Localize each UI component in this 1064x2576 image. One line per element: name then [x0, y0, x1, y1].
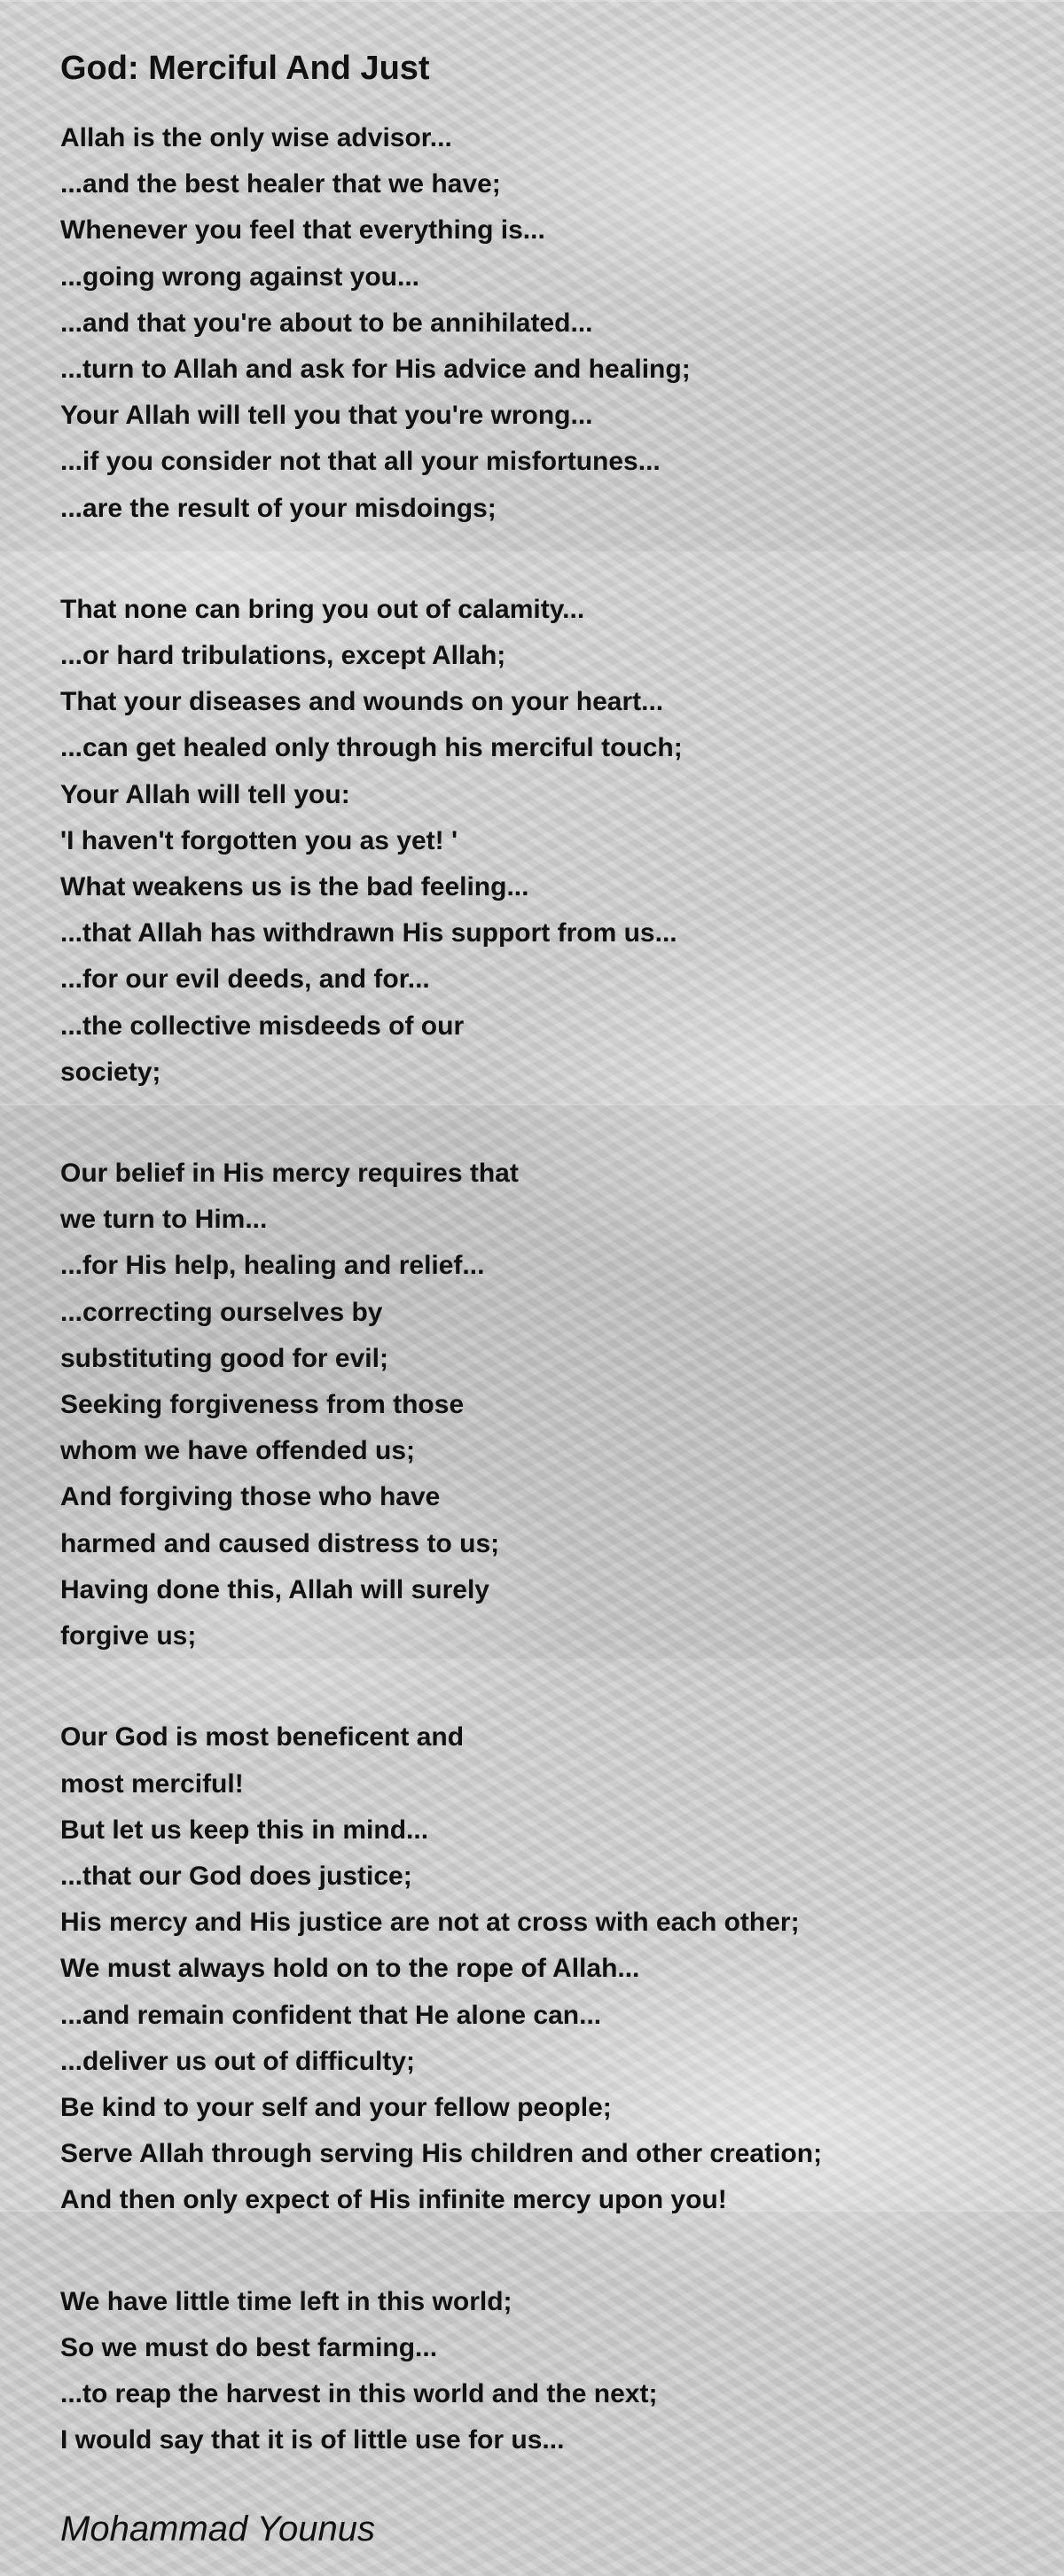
poem-line: ...and remain confident that He alone can... [60, 2000, 602, 2030]
poem-line: Our God is most beneficent and [60, 1722, 465, 1752]
poem-line: whom we have offended us; [60, 1436, 416, 1466]
poem-line: ...correcting ourselves by [60, 1297, 383, 1327]
poem-line: Your Allah will tell you that you're wrong... [60, 401, 593, 431]
poem-body [60, 115, 1064, 2463]
poem-line: I would say that it is of little use for us... [60, 2425, 565, 2455]
poem-line: And then only expect of His infinite mercy upon you! [60, 2185, 727, 2215]
poem-line: ...and the best healer that we have; [60, 169, 501, 199]
poem-line: Our belief in His mercy requires that [60, 1159, 519, 1189]
poem-line: Serve Allah through serving His children and other creation; [60, 2139, 823, 2169]
poem-line: most merciful! [60, 1768, 244, 1799]
poem-title: God: Merciful And Just [60, 50, 430, 87]
poem-line: Seeking forgiveness from those [60, 1390, 465, 1420]
poem-line: ...for His help, healing and relief... [60, 1251, 485, 1281]
poem-line: substituting good for evil; [60, 1343, 388, 1373]
poem-line: ...the collective misdeeds of our [60, 1011, 465, 1041]
poem-line: And forgiving those who have [60, 1482, 441, 1512]
poem-stanza [60, 1714, 1064, 2223]
poem-line: ...can get healed only through his merciful touch; [60, 733, 683, 763]
poem-line: ...turn to Allah and ask for His advice and healing; [60, 355, 691, 385]
poem-line: forgive us; [60, 1621, 197, 1651]
poem-line: Allah is the only wise advisor... [60, 123, 452, 152]
poem-stanza [60, 2279, 1064, 2464]
poem-line: ...deliver us out of difficulty; [60, 2046, 416, 2076]
poem-line: society; [60, 1057, 161, 1087]
poem-stanza [60, 1151, 1064, 1659]
poem-line: ...and that you're about to be annihilated... [60, 308, 593, 338]
poem-line: ...that our God does justice; [60, 1861, 412, 1891]
poem-line: His mercy and His justice are not at cross with each other; [60, 1908, 800, 1938]
poem-line: ...or hard tribulations, except Allah; [60, 641, 506, 671]
poem-line: We have little time left in this world; [60, 2286, 512, 2316]
poem-line: ...for our evil deeds, and for... [60, 964, 430, 995]
poem-line: Whenever you feel that everything is... [60, 215, 545, 246]
poem-line: That none can bring you out of calamity... [60, 594, 585, 624]
poem-line: ...are the result of your misdoings; [60, 493, 497, 523]
poem-line: We must always hold on to the rope of Allah... [60, 1954, 640, 1984]
poem-line: ...to reap the harvest in this world and the next; [60, 2378, 658, 2408]
poem-stanza [60, 587, 1064, 1096]
poem-stanza [60, 115, 1064, 532]
poem-line: That your diseases and wounds on your heart... [60, 687, 664, 717]
poem-line: ...if you consider not that all your misfortunes... [60, 447, 661, 477]
poem-line: What weakens us is the bad feeling... [60, 872, 529, 902]
poem-line: Having done this, Allah will surely [60, 1574, 489, 1604]
poem-author: Mohammad Younus [60, 2510, 376, 2549]
poem-line: 'I haven't forgotten you as yet! ' [60, 825, 458, 855]
poem-line: harmed and caused distress to us; [60, 1528, 500, 1558]
poem-line: Your Allah will tell you: [60, 779, 350, 809]
poem-line: ...going wrong against you... [60, 262, 419, 292]
poem-line: But let us keep this in mind... [60, 1815, 429, 1845]
poem-line: ...that Allah has withdrawn His support from us... [60, 918, 677, 948]
poem-line: So we must do best farming... [60, 2332, 438, 2362]
poem-line: we turn to Him... [60, 1205, 268, 1235]
poem-line: Be kind to your self and your fellow people; [60, 2092, 612, 2122]
